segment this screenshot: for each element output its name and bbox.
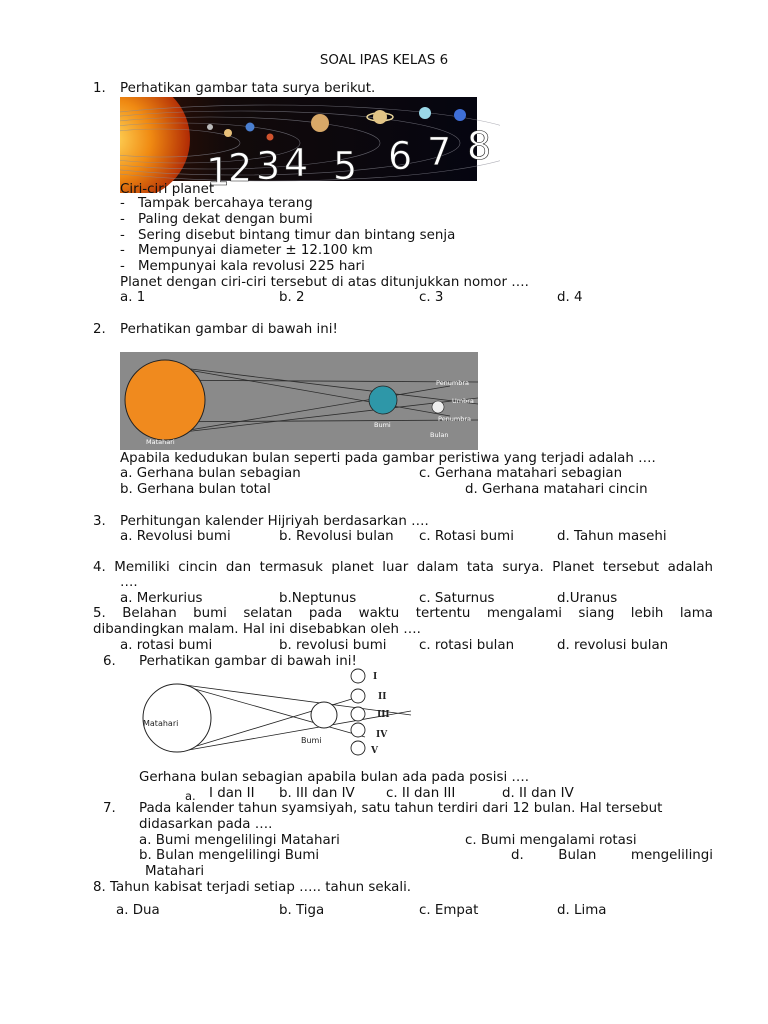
bullet-dash: - — [120, 228, 125, 243]
option-a-letter: a. — [185, 789, 196, 803]
bullet-dash: - — [120, 259, 125, 274]
bullet-dash: - — [120, 212, 125, 227]
bullet-dash: - — [120, 196, 125, 211]
eclipse-diagram — [120, 352, 478, 450]
bullet-item: Mempunyai kala revolusi 225 hari — [138, 259, 365, 274]
page-title: SOAL IPAS KELAS 6 — [319, 53, 449, 68]
question-text-cont: didasarkan pada …. — [139, 817, 273, 832]
figure-number: 2 — [228, 146, 253, 190]
question-prompt: Perhatikan gambar di bawah ini! — [120, 322, 338, 337]
question-prompt: 8. Tahun kabisat terjadi setiap ….. tahun sekali. — [93, 880, 412, 895]
bullet-item: Mempunyai diameter ± 12.100 km — [138, 243, 373, 258]
bullet-item: Paling dekat dengan bumi — [138, 212, 313, 227]
option-a: I dan II — [209, 786, 255, 801]
lunar-eclipse-diagram — [125, 667, 415, 759]
label-penumbra: Penumbra — [436, 379, 470, 387]
option-c: c. Empat — [419, 903, 479, 918]
figure-number: 1 — [206, 150, 231, 193]
position-label: II — [378, 692, 387, 702]
question-text: 5. Belahan bumi selatan pada waktu tertentu mengalami siang lebih lama — [93, 606, 713, 621]
label-bumi: Bumi — [374, 421, 391, 429]
solar-system-image — [120, 97, 500, 193]
bullet-item: Sering disebut bintang timur dan bintang senja — [138, 228, 456, 243]
bullet-dash: - — [120, 243, 125, 258]
question-text-cont: …. — [120, 575, 138, 590]
option-a: a. Dua — [116, 903, 160, 918]
question-text: 4. Memiliki cincin dan termasuk planet luar dalam tata surya. Planet tersebut adalah — [93, 560, 713, 575]
option-c: c. Rotasi bumi — [419, 529, 514, 544]
option-d: d. II dan IV — [502, 786, 574, 801]
question-text: Pada kalender tahun syamsiyah, satu tahun terdiri dari 12 bulan. Hal tersebut — [139, 801, 663, 816]
label-matahari: Matahari — [146, 438, 175, 446]
option-d: d. Gerhana matahari cincin — [465, 482, 648, 497]
figure-number: 7 — [427, 130, 452, 174]
option-a: a. Gerhana bulan sebagian — [120, 466, 301, 481]
option-d: d.Uranus — [557, 591, 618, 606]
figure-number: 4 — [284, 141, 309, 185]
label-umbra: Umbra — [452, 397, 474, 405]
question-number: 7. — [103, 801, 116, 816]
question-number: 1. — [93, 81, 106, 96]
bullet-item: Tampak bercahaya terang — [138, 196, 313, 211]
option-d: d. Lima — [557, 903, 607, 918]
option-d: d. Bulan mengelilingi — [511, 848, 713, 863]
option-b: b. III dan IV — [279, 786, 355, 801]
option-a: a. Merkurius — [120, 591, 203, 606]
position-label: IV — [376, 730, 388, 740]
subtitle: Ciri-ciri planet — [120, 182, 215, 197]
question-text: Gerhana bulan sebagian apabila bulan ada pada posisi …. — [139, 770, 530, 785]
option-c: c. Saturnus — [419, 591, 495, 606]
question-text-cont: dibandingkan malam. Hal ini disebabkan oleh …. — [93, 622, 421, 637]
option-a: a. Revolusi bumi — [120, 529, 231, 544]
option-b: b. revolusi bumi — [279, 638, 387, 653]
option-c: c. rotasi bulan — [419, 638, 515, 653]
position-label: III — [377, 710, 390, 720]
option-c: c. II dan III — [386, 786, 456, 801]
option-b: b. Revolusi bulan — [279, 529, 394, 544]
figure-number: 6 — [388, 134, 413, 178]
question-prompt: Perhitungan kalender Hijriyah berdasarkan …. — [120, 514, 429, 529]
option-d: d. 4 — [557, 290, 583, 305]
question-number: 6. — [103, 654, 116, 669]
label-penumbra: Penumbra — [438, 415, 472, 423]
figure-number: 3 — [256, 144, 281, 188]
option-b: b. Gerhana bulan total — [120, 482, 271, 497]
option-d: d. revolusi bulan — [557, 638, 669, 653]
option-a: a. rotasi bumi — [120, 638, 213, 653]
label-bumi: Bumi — [301, 736, 322, 745]
question-number: 2. — [93, 322, 106, 337]
option-c: c. 3 — [419, 290, 444, 305]
position-label: V — [371, 746, 378, 756]
figure-number: 8 — [467, 124, 492, 168]
question-prompt: Perhatikan gambar tata surya berikut. — [120, 81, 376, 96]
question-text: Apabila kedudukan bulan seperti pada gambar peristiwa yang terjadi adalah …. — [120, 451, 656, 466]
label-matahari: Matahari — [143, 719, 179, 728]
option-c: c. Gerhana matahari sebagian — [419, 466, 623, 481]
option-b: b. 2 — [279, 290, 305, 305]
position-label: I — [373, 672, 378, 682]
figure-number: 5 — [333, 144, 358, 188]
option-b: b.Neptunus — [279, 591, 357, 606]
option-d-cont: Matahari — [145, 864, 205, 879]
label-bulan: Bulan — [430, 431, 449, 439]
option-a: a. 1 — [120, 290, 146, 305]
question-number: 3. — [93, 514, 106, 529]
option-b: b. Tiga — [279, 903, 325, 918]
option-c: c. Bumi mengalami rotasi — [465, 833, 637, 848]
option-a: a. Bumi mengelilingi Matahari — [139, 833, 340, 848]
question-text: Planet dengan ciri-ciri tersebut di atas ditunjukkan nomor …. — [120, 275, 529, 290]
option-d: d. Tahun masehi — [557, 529, 667, 544]
option-b: b. Bulan mengelilingi Bumi — [139, 848, 320, 863]
question-prompt: Perhatikan gambar di bawah ini! — [139, 654, 357, 669]
